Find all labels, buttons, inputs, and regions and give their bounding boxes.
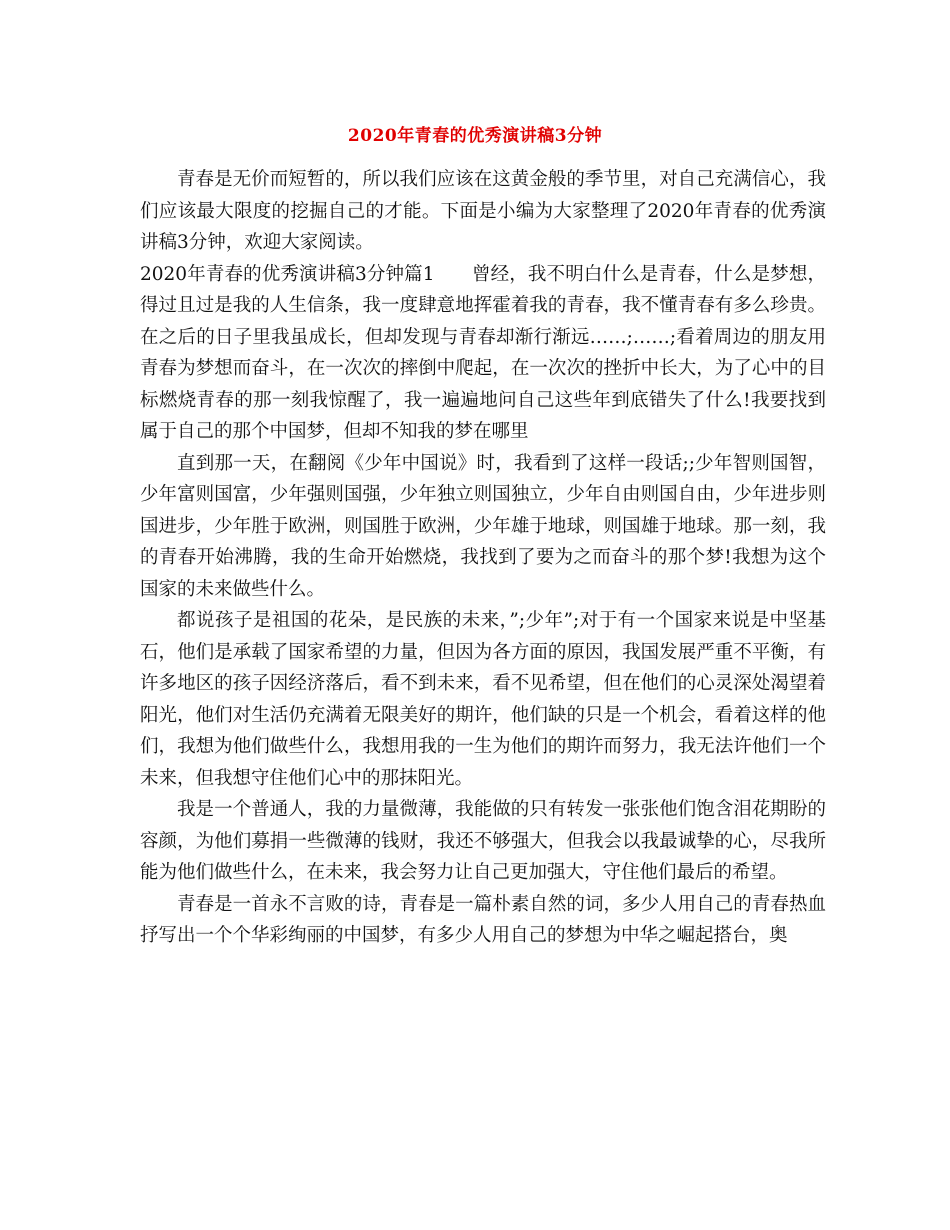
paragraph-children: 都说孩子是祖国的花朵，是民族的未来，”;少年”;对于有一个国家来说是中坚基石，他们是承载了国家希望的力量，但因为各方面的原因，我国发展严重不平衡，有许多地区的孩子因经济落后，看不到未来，看不见希望，但在他们的心灵深处渴望着阳光，他们对生活仍充满着无限美好的期许，他们缺的只是一个机会，看着这样的他们，我想为他们做些什么，我想用我的一生为他们的期许而努力，我无法许他们一个未来，但我想守住他们心中的那抹阳光。	[140, 610, 826, 789]
paragraph-speech-1: 2020年青春的优秀演讲稿3分钟篇1 曾经，我不明白什么是青春，什么是梦想，得过且过是我的人生信条，我一度肆意地挥霍着我的青春，我不懂青春有多么珍贵。在之后的日子里我虽成长，但却发现与青春却渐行渐远……;……;看着周边的朋友用青春为梦想而奋斗，在一次次的摔倒中爬起，在一次次的挫折中长大，为了心中的目标燃烧青春的那一刻我惊醒了，我一遍遍地问自己这些年到底错失了什么!我要找到属于自己的那个中国梦，但却不知我的梦在哪里	[140, 263, 826, 442]
paragraph-youth-poem: 青春是一首永不言败的诗，青春是一篇朴素自然的词，多少人用自己的青春热血抒写出一个个华彩绚丽的中国梦，有多少人用自己的梦想为中华之崛起搭台，奥	[140, 893, 826, 946]
paragraph-ordinary-person: 我是一个普通人，我的力量微薄，我能做的只有转发一张张他们饱含泪花期盼的容颜，为他们募捐一些微薄的钱财，我还不够强大，但我会以我最诚挚的心，尽我所能为他们做些什么，在未来，我会努力让自己更加强大，守住他们最后的希望。	[140, 799, 826, 883]
document-title: 2020年青春的优秀演讲稿3分钟	[347, 126, 603, 146]
document-body	[140, 164, 826, 952]
paragraph-shaonian: 直到那一天，在翻阅《少年中国说》时，我看到了这样一段话;;少年智则国智，少年富则国富，少年强则国强，少年独立则国独立，少年自由则国自由，少年进步则国进步，少年胜于欧洲，则国胜于欧洲，少年雄于地球，则国雄于地球。那一刻，我的青春开始沸腾，我的生命开始燃烧，我找到了要为之而奋斗的那个梦!我想为这个国家的未来做些什么。	[140, 452, 826, 600]
paragraph-intro: 青春是无价而短暂的，所以我们应该在这黄金般的季节里，对自己充满信心，我们应该最大限度的挖掘自己的才能。下面是小编为大家整理了2020年青春的优秀演讲稿3分钟，欢迎大家阅读。	[140, 169, 826, 253]
